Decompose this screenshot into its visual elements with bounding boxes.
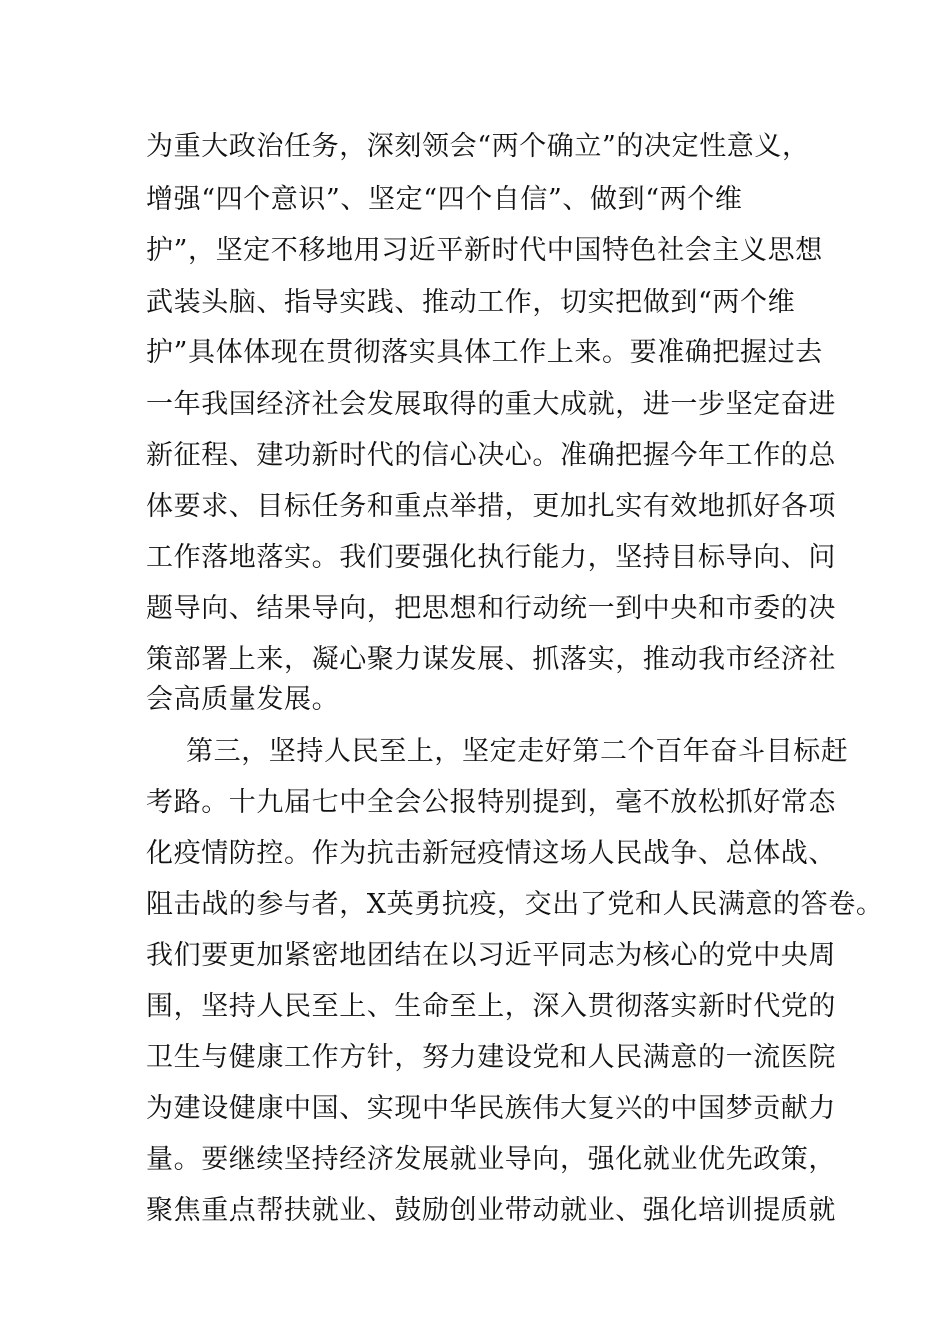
text-line: 工作落地落实。我们要强化执行能力，坚持目标导向、问	[146, 542, 836, 573]
text-line: 围，坚持人民至上、生命至上，深入贯彻落实新时代党的	[146, 991, 836, 1022]
text-line: 聚焦重点帮扶就业、鼓励创业带动就业、强化培训提质就	[146, 1195, 836, 1226]
text-line: 考路。十九届七中全会公报特别提到，毫不放松抓好常态	[146, 787, 836, 818]
text-line: 策部署上来，凝心聚力谋发展、抓落实，推动我市经济社	[146, 644, 836, 675]
text-line: 化疫情防控。作为抗击新冠疫情这场人民战争、总体战、	[146, 838, 836, 869]
text-line: 增强“四个意识”、坚定“四个自信”、做到“两个维	[146, 184, 743, 215]
paragraph-first-line: 第三，坚持人民至上，坚定走好第二个百年奋斗目标赶	[186, 736, 849, 767]
text-line: 一年我国经济社会发展取得的重大成就，进一步坚定奋进	[146, 389, 836, 420]
text-line: 护”具体体现在贯彻落实具体工作上来。要准确把握过去	[146, 337, 823, 368]
text-line: 护”，坚定不移地用习近平新时代中国特色社会主义思想	[146, 235, 823, 266]
text-line: 为建设健康中国、实现中华民族伟大复兴的中国梦贡献力	[146, 1093, 836, 1124]
text-line: 卫生与健康工作方针，努力建设党和人民满意的一流医院	[146, 1042, 836, 1073]
text-line: 会高质量发展。	[146, 684, 340, 715]
text-line: 新征程、建功新时代的信心决心。准确把握今年工作的总	[146, 440, 836, 471]
text-line: 阻击战的参与者，X英勇抗疫，交出了党和人民满意的答卷。	[146, 889, 884, 920]
text-line: 题导向、结果导向，把思想和行动统一到中央和市委的决	[146, 593, 836, 624]
text-line: 量。要继续坚持经济发展就业导向，强化就业优先政策，	[146, 1144, 836, 1175]
text-line: 武装头脑、指导实践、推动工作，切实把做到“两个维	[146, 287, 796, 318]
text-line: 为重大政治任务，深刻领会“两个确立”的决定性意义，	[146, 131, 810, 162]
text-line: 体要求、目标任务和重点举措，更加扎实有效地抓好各项	[146, 491, 836, 522]
text-line: 我们要更加紧密地团结在以习近平同志为核心的党中央周	[146, 940, 836, 971]
